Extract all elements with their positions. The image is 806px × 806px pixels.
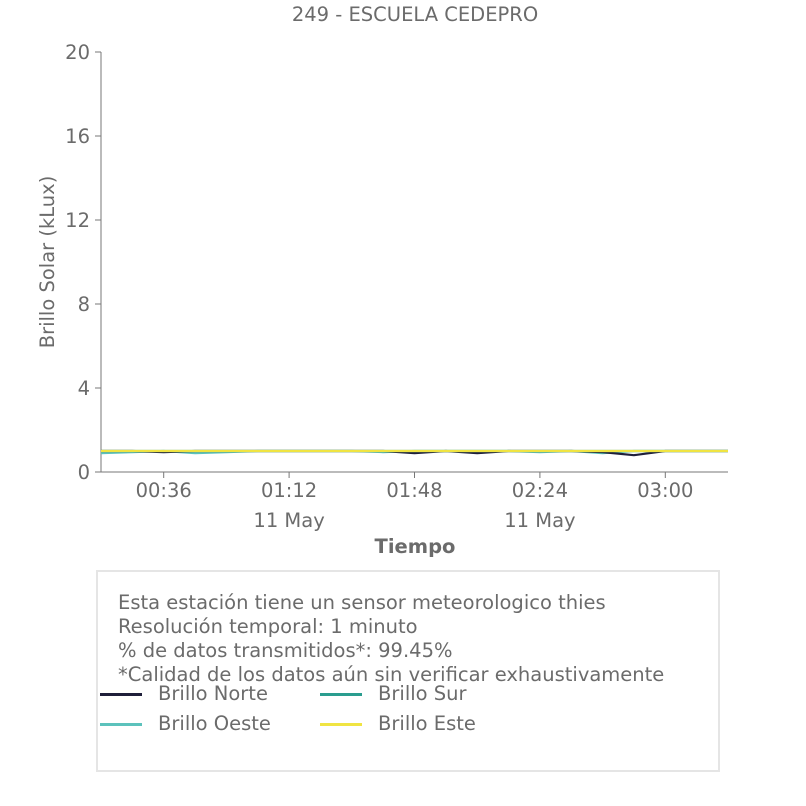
y-tick-label: 20 [65, 41, 90, 64]
legend-label-este: Brillo Este [378, 712, 476, 735]
transmitted-data-note: % de datos transmitidos*: 99.45% [118, 639, 453, 662]
x-tick-label: 01:48 [386, 479, 443, 502]
x-tick-sublabel: 11 May [253, 509, 325, 532]
legend-swatch-oeste [100, 723, 142, 726]
x-tick-label: 03:00 [637, 479, 694, 502]
legend-label-norte: Brillo Norte [158, 682, 268, 705]
x-tick-label: 00:36 [135, 479, 192, 502]
info-box [96, 570, 720, 772]
chart-title: 249 - ESCUELA CEDEPRO [291, 3, 539, 26]
legend-label-oeste: Brillo Oeste [158, 712, 271, 735]
legend-swatch-norte [100, 693, 142, 696]
y-axis-label: Brillo Solar (kLux) [36, 175, 59, 349]
data-quality-note: *Calidad de los datos aún sin verificar exhaustivamente [118, 663, 665, 686]
x-tick-sublabel: 11 May [504, 509, 576, 532]
y-tick-label: 16 [65, 125, 90, 148]
x-tick-label: 01:12 [260, 479, 318, 502]
legend-label-sur: Brillo Sur [378, 682, 467, 705]
y-tick-label: 12 [65, 209, 90, 232]
x-axis-label: Tiempo [374, 535, 456, 558]
x-tick-label: 02:24 [511, 479, 569, 502]
y-tick-label: 8 [77, 293, 90, 316]
legend-swatch-este [320, 723, 362, 726]
axes [65, 41, 728, 532]
temporal-resolution-note: Resolución temporal: 1 minuto [118, 615, 418, 638]
series-lines [101, 451, 728, 455]
station-sensor-note: Esta estación tiene un sensor meteorologico thies [118, 591, 606, 614]
legend-swatch-sur [320, 693, 362, 696]
y-tick-label: 4 [77, 377, 90, 400]
y-tick-label: 0 [77, 461, 90, 484]
